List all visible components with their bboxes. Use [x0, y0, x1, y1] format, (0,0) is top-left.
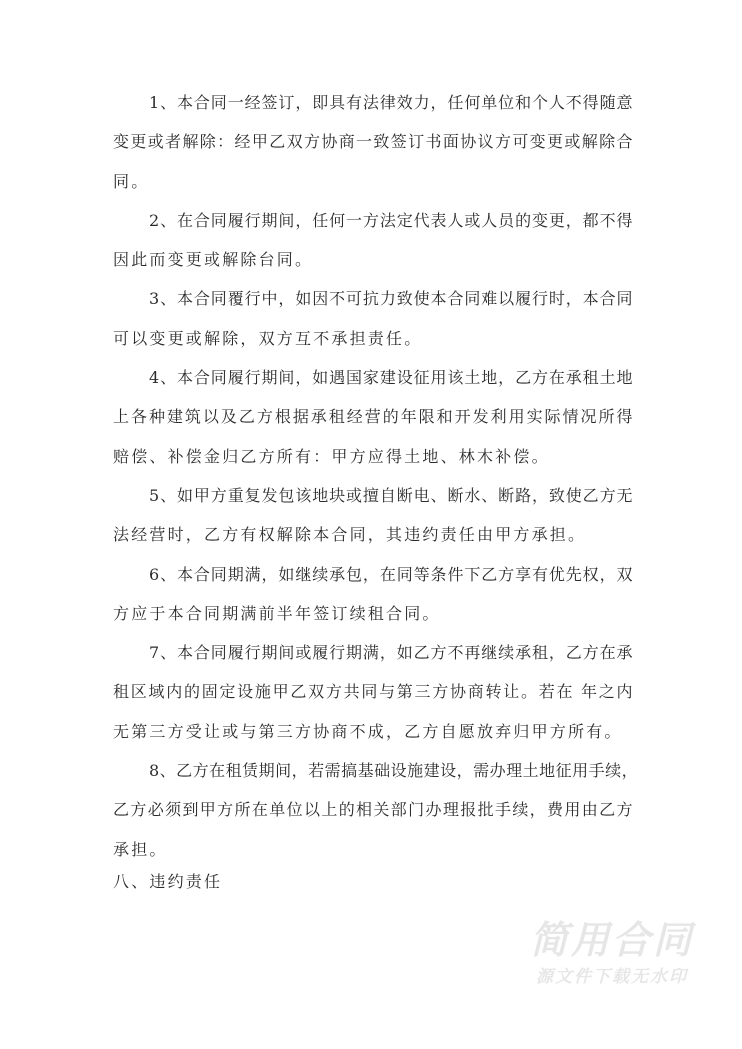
watermark-subtitle: 源文件下载无水印 — [536, 967, 688, 987]
clause-5 — [113, 476, 633, 555]
clause-7 — [113, 633, 633, 751]
clause-8-line-3: 承担。 — [113, 839, 168, 859]
clause-3-line-1: 3、本合同覆行中，如因不可抗力致使本合同难以履行时，本合同 — [149, 289, 633, 309]
clause-3-line-2: 可以变更或解除，双方互不承担责任。 — [113, 328, 423, 348]
clause-2-line-2: 因此而变更或解除台同。 — [113, 250, 314, 270]
clause-6-line-1: 6、本合同期满，如继续承包，在同等条件下乙方享有优先权，双 — [149, 564, 633, 584]
clause-2-line-1: 2、在合同履行期间，任何一方法定代表人或人员的变更，都不得 — [149, 210, 633, 230]
clause-3 — [113, 279, 633, 358]
clause-7-line-1: 7、本合同履行期间或履行期满，如乙方不再继续承租，乙方在承 — [149, 643, 633, 663]
clause-4 — [113, 358, 633, 476]
clause-1 — [113, 83, 633, 201]
clause-4-line-3: 赔偿、补偿金归乙方所有：甲方应得土地、林木补偿。 — [113, 446, 550, 466]
document-page — [113, 83, 639, 901]
clause-4-line-1: 4、本合同履行期间，如遇国家建设征用该土地，乙方在承租土地 — [149, 368, 633, 388]
clause-6 — [113, 555, 633, 634]
clause-8-line-2: 乙方必须到甲方所在单位以上的相关部门办理报批手续，费用由乙方 — [113, 800, 633, 820]
clause-7-line-2: 租区域内的固定设施甲乙双方共同与第三方协商转让。若在 年之内 — [113, 682, 633, 702]
clause-6-line-2: 方应于本合同期满前半年签订续租合同。 — [113, 603, 441, 623]
clause-8 — [113, 751, 639, 869]
clause-1-line-1: 1、本合同一经签订，即具有法律效力，任何单位和个人不得随意 — [149, 93, 633, 112]
clause-1-line-3: 同。 — [113, 171, 150, 191]
section-heading-breach-liability: 八、违约责任 — [113, 871, 223, 891]
watermark-title: 简用合同 — [529, 918, 694, 962]
clause-4-line-2: 上各种建筑以及乙方根据承租经营的年限和开发利用实际情况所得 — [113, 407, 633, 427]
watermark — [512, 918, 712, 990]
clause-7-line-3: 无第三方受让或与第三方协商不成，乙方自愿放弃归甲方所有。 — [113, 721, 623, 741]
clause-5-line-1: 5、如甲方重复发包该地块或擅自断电、断水、断路，致使乙方无 — [149, 485, 633, 505]
clause-1-line-2: 变更或者解除：经甲乙双方协商一致签订书面协议方可变更或解除合 — [113, 132, 633, 152]
clause-2 — [113, 201, 633, 280]
clause-8-line-1: 8、乙方在租赁期间，若需搞基础设施建设，需办理土地征用手续， — [149, 761, 639, 781]
clause-5-line-2: 法经营时，乙方有权解除本合同，其违约责任由甲方承担。 — [113, 525, 587, 545]
